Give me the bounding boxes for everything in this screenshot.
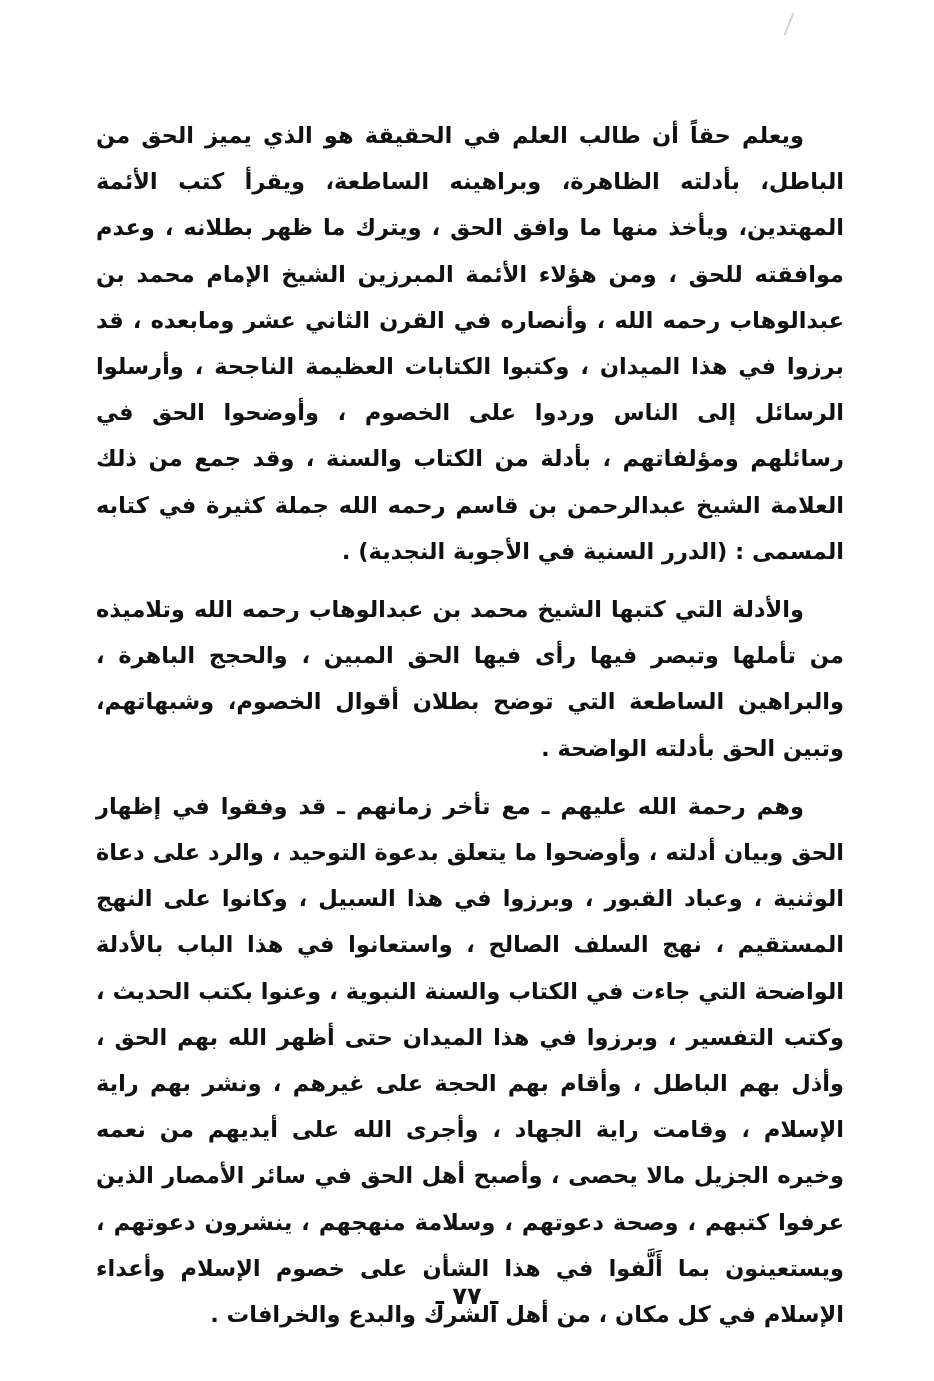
paragraph-1: ويعلم حقاً أن طالب العلم في الحقيقة هو الذي يميز الحق من الباطل، بأدلته الظاهرة، وبراهينه الساطعة، ويقرأ كتب الأئمة المهتدين، ويأخذ منها ما وافق الحق ، ويترك ما ظهر بطلانه ، وعدم موافقته للحق ، ومن هؤلاء الأئمة المبرزين الشيخ الإمام محمد بن عبدالوهاب رحمه الله ، وأنصاره في القرن الثاني عشر ومابعده ، قد برزوا في هذا الميدان ، وكتبوا الكتابات العظيمة الناجحة ، وأرسلوا الرسائل إلى الناس وردوا على الخصوم ، وأوضحوا الحق في رسائلهم ومؤلفاتهم ، بأدلة من الكتاب والسنة ، وقد جمع من ذلك العلامة الشيخ عبدالرحمن بن قاسم رحمه الله جملة كثيرة في كتابه المسمى : (الدرر السنية في الأجوبة النجدية) . <box>96 123 844 565</box>
paragraph-2: والأدلة التي كتبها الشيخ محمد بن عبدالوهاب رحمه الله وتلاميذه من تأملها وتبصر فيها رأى فيها الحق المبين ، والحجج الباهرة ، والبراهين الساطعة التي توضح بطلان أقوال الخصوم، وشبهاتهم، وتبين الحق بأدلته الواضحة . <box>96 597 844 762</box>
page-number: ـ ٧٧ ـ <box>435 1282 499 1310</box>
body-text <box>96 113 844 1350</box>
paragraph-3: وهم رحمة الله عليهم ـ مع تأخر زمانهم ـ قد وفقوا في إظهار الحق وبيان أدلته ، وأوضحوا ما يتعلق بدعوة التوحيد ، والرد على دعاة الوثنية ، وعباد القبور ، وبرزوا في هذا السبيل ، وكانوا على النهج المستقيم ، نهج السلف الصالح ، واستعانوا في هذا الباب بالأدلة الواضحة التي جاءت في الكتاب والسنة النبوية ، وعنوا بكتب الحديث ، وكتب التفسير ، وبرزوا في هذا الميدان حتى أظهر الله بهم الحق ، وأذل بهم الباطل ، وأقام بهم الحجة على غيرهم ، ونشر بهم راية الإسلام ، وقامت راية الجهاد ، وأجرى الله على أيديهم من نعمه وخيره الجزيل مالا يحصى ، وأصبح أهل الحق في سائر الأمصار الذين عرفوا كتبهم ، وصحة دعوتهم ، وسلامة منهجهم ، ينشرون دعوتهم ، ويستعينون بما أَلَّفوا في هذا الشأن على خصوم الإسلام وأعداء الإسلام في كل مكان ، من أهل الشرك والبدع والخرافات . <box>96 793 844 1329</box>
scan-mark <box>784 12 795 35</box>
